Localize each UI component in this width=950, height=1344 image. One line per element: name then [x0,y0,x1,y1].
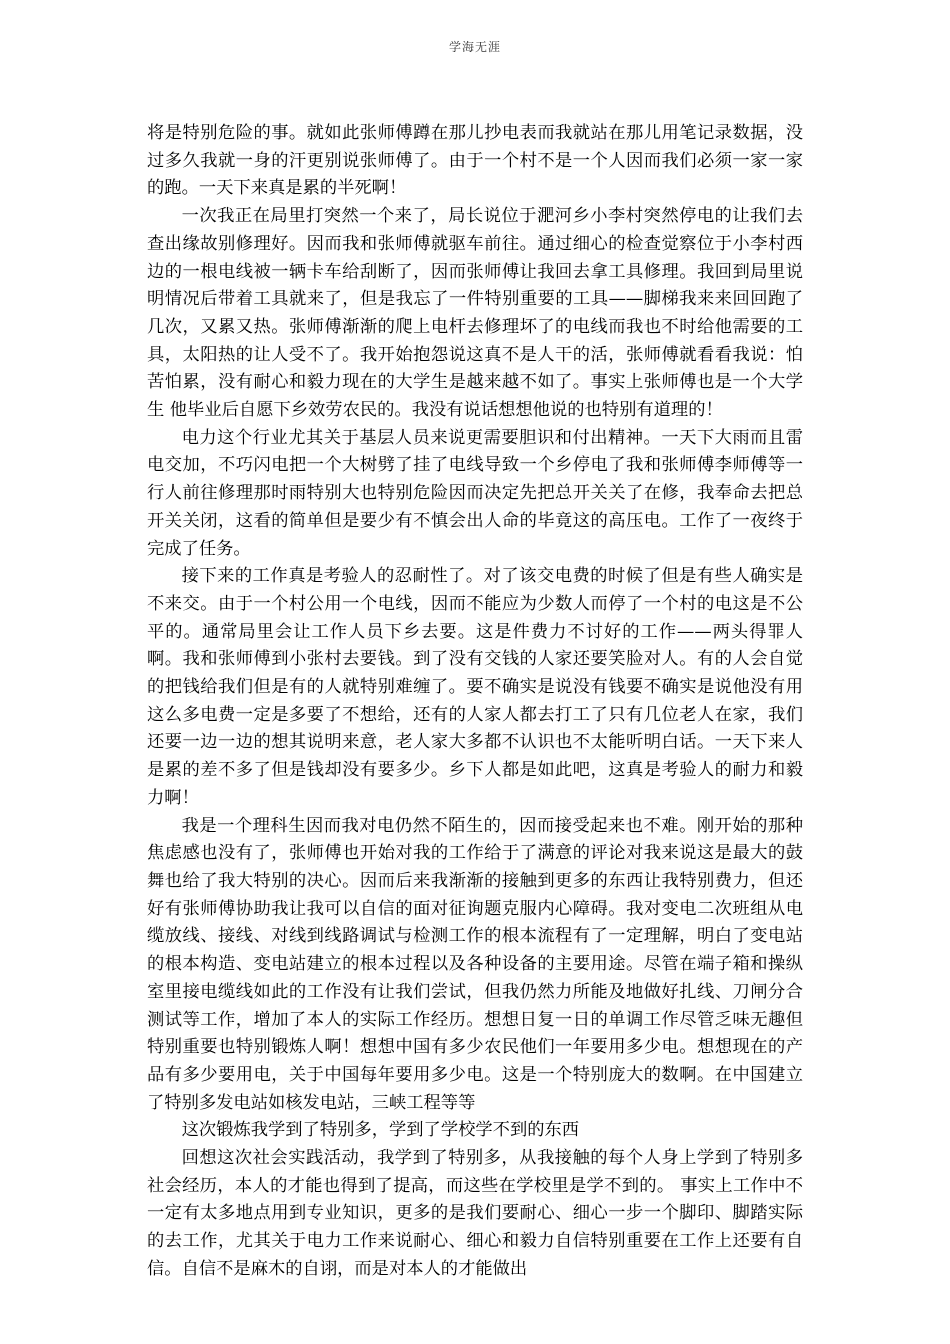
paragraph-1: 将是特别危险的事。就如此张师傅蹲在那儿抄电表而我就站在那儿用笔记录数据，没过多久我就一身的汗更别说张师傅了。由于一个村不是一个人因而我们必须一家一家的跑。一天下来真是累的半死啊！ [147,123,803,199]
paragraph-3: 电力这个行业尤其关于基层人员来说更需要胆识和付出精神。一天下大雨而且雷电交加，不巧闪电把一个大树劈了挂了电线导致一个乡停电了我和张师傅李师傅等一行人前往修理那时雨特别大也特别危险因而决定先把总开关关了在修，我奉命去把总开关关闭，这看的简单但是要少有不慎会出人命的毕竟这的高压电。工作了一夜终于完成了任务。 [147,427,803,559]
paragraph-7: 回想这次社会实践活动，我学到了特别多，从我接触的每个人身上学到了特别多社会经历，本人的才能也得到了提高，而这些在学校里是学不到的。 事实上工作中不一定有太多地点用到专业知识，更多的是我们要耐心、细心一步一个脚印、脚踏实际的去工作，尤其关于电力工作来说耐心、细心和毅力自信特别重要在工作上还要有自信。自信不是麻木的自诩，而是对本人的才能做出 [147,1148,803,1279]
document-body [147,120,803,1284]
page-header: 学海无涯 [448,40,501,54]
paragraph-2: 一次我正在局里打突然一个来了，局长说位于淝河乡小李村突然停电的让我们去查出缘故别修理好。因而我和张师傅就驱车前往。通过细心的检查觉察位于小李村西边的一根电线被一辆卡车给刮断了，因而张师傅让我回去拿工具修理。我回到局里说明情况后带着工具就来了，但是我忘了一件特别重要的工具——脚梯我来来回回跑了几次，又累又热。张师傅渐渐的爬上电杆去修理坏了的电线而我也不时给他需要的工具，太阳热的让人受不了。我开始抱怨说这真不是人干的活，张师傅就看看我说：怕苦怕累，没有耐心和毅力现在的大学生是越来越不如了。事实上张师傅也是一个大学生 他毕业后自愿下乡效劳农民的。我没有说话想想他说的也特别有道理的！ [147,206,803,421]
paragraph-6: 这次锻炼我学到了特别多，学到了学校学不到的东西 [181,1120,580,1141]
paragraph-5: 我是一个理科生因而我对电仍然不陌生的，因而接受起来也不难。刚开始的那种焦虑感也没有了，张师傅也开始对我的工作给于了满意的评论对我来说这是最大的鼓舞也给了我大特别的决心。因而后来我渐渐的接触到更多的东西让我特别费力，但还好有张师傅协助我让我可以自信的面对征询题克服内心障碍。我对变电二次班组从电缆放线、接线、对线到线路调试与检测工作的根本流程有了一定理解，明白了变电站的根本构造、变电站建立的根本过程以及各种设备的主要用途。尽管在端子箱和操纵室里接电缆线如此的工作没有让我们尝试，但我仍然力所能及地做好扎线、刀闸分合测试等工作，增加了本人的实际工作经历。想想日复一日的单调工作尽管乏味无趣但特别重要也特别锻炼人啊！想想中国有多少农民他们一年要用多少电。想想现在的产品有多少要用电，关于中国每年要用多少电。这是一个特别庞大的数啊。在中国建立了特别多发电站如核发电站，三峡工程等等 [147,815,803,1113]
paragraph-4: 接下来的工作真是考验人的忍耐性了。对了该交电费的时候了但是有些人确实是不来交。由于一个村公用一个电线，因而不能应为少数人而停了一个村的电这是不公平的。通常局里会让工作人员下乡去要。这是件费力不讨好的工作——两头得罪人啊。我和张师傅到小张村去要钱。到了没有交钱的人家还要笑脸对人。有的人会自觉的把钱给我们但是有的人就特别难缠了。要不确实是说没有钱要不确实是说他没有用这么多电费一定是多要了不想给，还有的人家人都去打工了只有几位老人在家，我们还要一边一边的想其说明来意，老人家大多都不认识也不太能听明白话。一天下来人是累的差不多了但是钱却没有要多少。乡下人都是如此吧，这真是考验人的耐力和毅力啊！ [147,566,803,808]
